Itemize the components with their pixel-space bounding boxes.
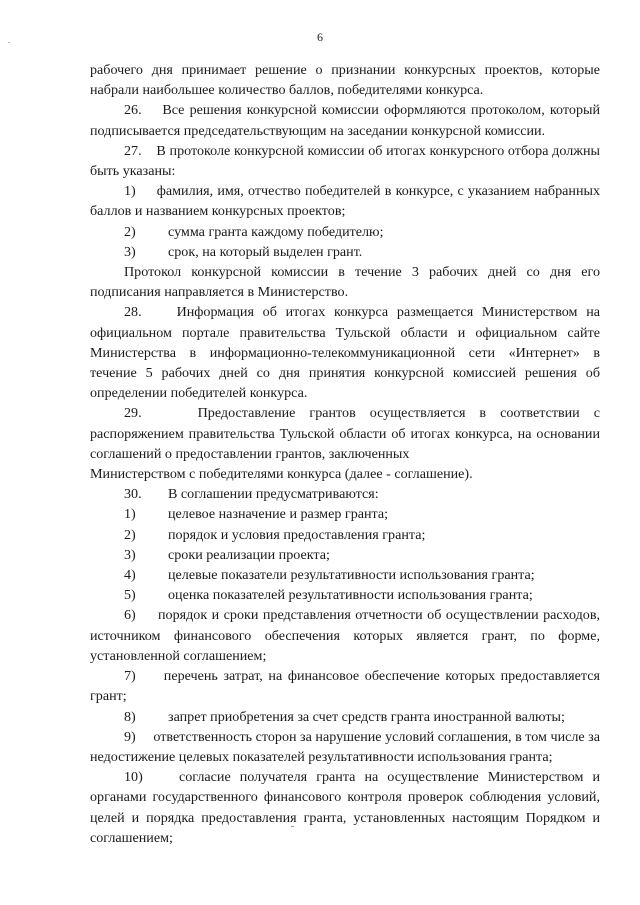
list-text: сумма гранта каждому победителю; <box>168 223 384 240</box>
list-number: 1) <box>124 506 136 523</box>
list-item <box>90 484 600 504</box>
list-item <box>90 242 600 262</box>
list-number: 3) <box>124 546 136 563</box>
list-text: целевые показатели результативности использования гранта; <box>168 567 535 584</box>
list-item: 1) фамилия, имя, отчество победителей в конкурсе, с указанием набранных баллов и названием конкурсных проектов; <box>90 183 600 220</box>
paragraph: 27. В протоколе конкурсной комиссии об итогах конкурсного отбора должны быть указаны: <box>90 142 600 180</box>
list-number: 2) <box>124 526 136 543</box>
list-item: 10) согласие получателя гранта на осуществление Министерством и органами государственного финансового контроля проверок соблюдения условий, целей и порядка предоставления гранта, установленных настоящим Порядком и соглашением; <box>90 769 600 846</box>
list-number: 8) <box>124 708 136 725</box>
list-item <box>90 585 600 605</box>
paragraph: 28. Информация об итогах конкурса размещается Министерством на официальном портале правительства Тульской области и официальном сайте Министерства в информационно-телекоммуникационной сети «Интернет» в течение 5 рабочих дней со дня принятия конкурсной комиссией решения об определении победителей конкурса. <box>90 304 600 402</box>
paragraph: 26. Все решения конкурсной комиссии оформляются протоколом, который подписывается председательствующим на заседании конкурсной комиссии. <box>90 102 600 139</box>
list-item <box>90 504 600 524</box>
list-text: целевое назначение и размер гранта; <box>168 506 389 523</box>
list-text: сроки реализации проекта; <box>168 546 330 563</box>
list-item <box>90 222 600 242</box>
paragraph: 29. Предоставление грантов осуществляется в соответствии с распоряжением правительства Тульской области об итогах конкурса, на основании соглашений о предоставлении грантов, заключенных <box>90 405 600 462</box>
paragraph: Министерством с победителями конкурса (далее - соглашение). <box>90 466 473 483</box>
list-number: 3) <box>124 243 136 260</box>
list-text: В соглашении предусматриваются: <box>168 486 379 503</box>
list-text: оценка показателей результативности использования гранта; <box>168 587 533 604</box>
list-text: запрет приобретения за счет средств гранта иностранной валюты; <box>168 708 565 725</box>
list-item <box>90 545 600 565</box>
list-item: 6) порядок и сроки представления отчетности об осуществлении расходов, источником финансового обеспечения которых является грант, по форме, установленной соглашением; <box>90 607 600 664</box>
list-number: 5) <box>124 587 136 604</box>
scan-mark <box>291 826 294 827</box>
list-item <box>90 707 600 727</box>
list-text: срок, на который выделен грант. <box>168 243 363 260</box>
scan-mark <box>8 42 10 43</box>
paragraph: рабочего дня принимает решение о признании конкурсных проектов, которые набрали наибольшее количество баллов, победителями конкурса. <box>90 62 600 99</box>
list-text: порядок и условия предоставления гранта; <box>168 526 426 543</box>
list-item: 9) ответственность сторон за нарушение условий соглашения, в том числе за недостижение целевых показателей результативности использования гранта; <box>90 728 601 765</box>
list-item: 7) перечень затрат, на финансовое обеспечение которых предоставляется грант; <box>90 668 600 705</box>
list-number: 2) <box>124 223 136 240</box>
list-item <box>90 565 600 585</box>
list-number: 30. <box>124 486 142 503</box>
document-body <box>90 60 600 848</box>
list-number: 4) <box>124 567 136 584</box>
list-item <box>90 525 600 545</box>
page-number: 6 <box>317 30 323 44</box>
paragraph: Протокол конкурсной комиссии в течение 3 рабочих дней со дня его подписания направляется в Министерство. <box>90 264 600 301</box>
